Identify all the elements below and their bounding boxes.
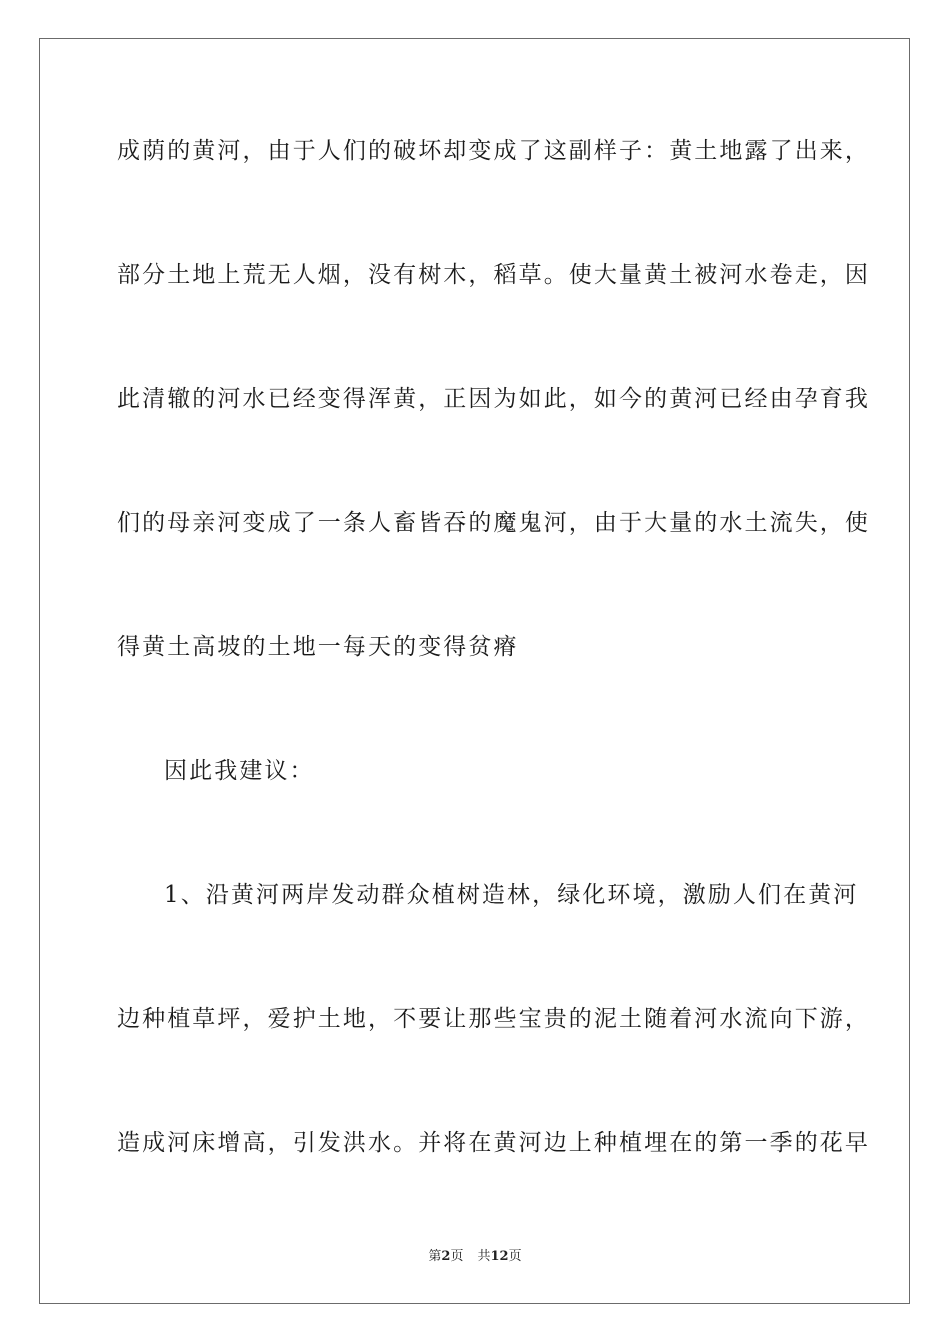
page-border <box>39 38 910 1304</box>
body-text-line-2: 部分土地上荒无人烟，没有树木，稻草。使大量黄土被河水卷走，因 <box>117 262 870 288</box>
suggestion-item-1-line-1: 1、沿黄河两岸发动群众植树造林，绿化环境，激励人们在黄河 <box>164 882 859 908</box>
suggestion-item-1-line-2: 边种植草坪，爱护土地，不要让那些宝贵的泥土随着河水流向下游， <box>117 1006 870 1032</box>
body-text-line-4: 们的母亲河变成了一条人畜皆吞的魔鬼河，由于大量的水土流失，使 <box>117 510 870 536</box>
suggestion-item-1-line-3: 造成河床增高，引发洪水。并将在黄河边上种植埋在的第一季的花早 <box>117 1130 870 1156</box>
suggestion-heading: 因此我建议： <box>164 758 315 784</box>
body-text-line-1: 成荫的黄河，由于人们的破坏却变成了这副样子：黄土地露了出来， <box>117 138 870 164</box>
body-text-line-3: 此清辙的河水已经变得浑黄，正因为如此，如今的黄河已经由孕育我 <box>117 386 870 412</box>
page-footer <box>0 1248 950 1266</box>
body-text-line-5: 得黄土高坡的土地一每天的变得贫瘠 <box>117 634 519 660</box>
total-pages-indicator: 共12页 <box>477 1249 522 1264</box>
page-indicator: 第2页 <box>428 1249 464 1264</box>
